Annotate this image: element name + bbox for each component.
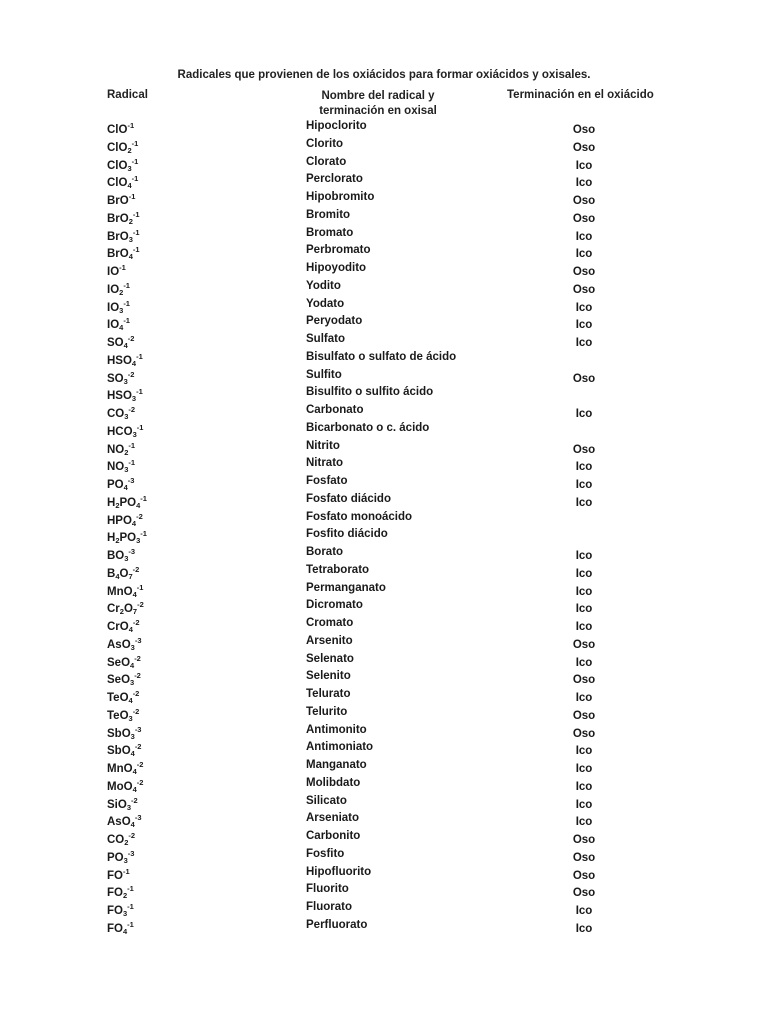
radical-formula: SbO$_4^{-2}$	[107, 742, 142, 759]
title-text: Radicales que provienen de los oxiácidos para formar oxiácidos y oxisales.	[177, 69, 591, 81]
oxyacid-termination: Oso	[572, 869, 596, 882]
radical-name: Peryodato	[306, 315, 363, 328]
radical-formula: $FO_3^{-1}$	[107, 902, 134, 918]
table-row	[0, 457, 768, 474]
radical-formula: BrO$^{-1}$	[107, 192, 136, 207]
oxyacid-termination: Ico	[575, 159, 593, 172]
radical-name: Borato	[306, 546, 344, 558]
radical-formula: MnO$_4^{-2}$	[107, 760, 144, 776]
radical-formula: $H_2PO_4^{-1}$	[107, 493, 147, 510]
radical-formula: $PO_3^{-3}$	[107, 848, 135, 865]
table-row	[0, 120, 768, 137]
radical-name: Clorato	[306, 155, 347, 168]
radical-formula: TeO$_3^{-2}$	[107, 706, 140, 723]
table-row	[0, 262, 768, 279]
radical-name: Tetraborato	[306, 563, 370, 576]
radical-formula: BrO$_4^{-1}$	[107, 245, 140, 262]
oxyacid-termination: Ico	[575, 319, 593, 332]
table-row	[0, 582, 768, 599]
table-row	[0, 599, 768, 616]
radical-name: Antimonito	[306, 723, 367, 736]
radical-name: Nitrato	[306, 457, 344, 470]
oxyacid-termination: Oso	[572, 674, 596, 687]
oxyacid-termination: Ico	[575, 816, 593, 829]
oxyacid-termination: Ico	[575, 585, 593, 598]
table-row	[0, 741, 768, 758]
table-row	[0, 493, 768, 510]
radical-formula: SeO$_3^{-2}$	[107, 671, 141, 688]
table-row	[0, 156, 768, 173]
oxyacid-termination: Ico	[575, 230, 593, 243]
radical-formula: $H_2PO_3^{-1}$	[107, 529, 147, 546]
radical-formula: AsO$_3^{-3}$	[107, 635, 142, 652]
radical-name: Yodato	[306, 297, 345, 310]
oxyacid-termination: Ico	[575, 656, 593, 669]
table-row	[0, 298, 768, 315]
oxyacid-termination: Ico	[575, 603, 593, 616]
table-row	[0, 191, 768, 208]
table-row	[0, 848, 768, 865]
table-row	[0, 244, 768, 261]
radical-name: Perfluorato	[306, 918, 368, 931]
oxyacid-termination: Oso	[572, 266, 596, 278]
radical-name: Fosfito diácido	[306, 528, 388, 541]
oxyacid-termination: Ico	[575, 496, 593, 509]
column-header-radical: Radical	[107, 89, 148, 101]
table-row	[0, 564, 768, 581]
table-row	[0, 777, 768, 794]
radical-formula: $HCO_3^{-1}$	[107, 422, 144, 439]
radical-formula: MoO$_4^{-2}$	[107, 777, 144, 794]
oxyacid-termination: Oso	[572, 141, 596, 154]
radical-formula: $CO_3^{-2}$	[107, 405, 136, 421]
table-row	[0, 440, 768, 457]
oxyacid-termination: Oso	[572, 443, 596, 456]
oxyacid-termination: Oso	[572, 887, 596, 900]
table-row	[0, 635, 768, 652]
table-row	[0, 724, 768, 741]
radical-name: Manganato	[306, 759, 367, 771]
radical-formula: $NO_2^{-1}$	[107, 440, 136, 457]
oxyacid-termination: Ico	[575, 798, 593, 811]
table-row	[0, 759, 768, 776]
table-row	[0, 546, 768, 563]
radical-name: Bisulfato o sulfato de ácido	[306, 350, 457, 363]
table-row	[0, 386, 768, 403]
radical-formula: ClO$^{-1}$	[107, 121, 135, 136]
radical-formula: $SO_4^{-2}$	[107, 334, 135, 350]
radical-formula: $B_4O_7^{-2}$	[107, 564, 140, 581]
radical-name: Bisulfito o sulfito ácido	[306, 386, 434, 399]
oxyacid-termination: Ico	[575, 905, 593, 917]
oxyacid-termination: Oso	[572, 851, 596, 864]
radical-formula: CrO$_4^{-2}$	[107, 618, 140, 634]
radical-name: Telurito	[306, 705, 348, 718]
oxyacid-termination: Oso	[572, 709, 596, 722]
radical-name: Fluorito	[306, 883, 349, 896]
radical-formula: $FO_2^{-1}$	[107, 884, 134, 901]
radical-formula: $PO_4^{-3}$	[107, 476, 135, 492]
radical-formula: AsO$_4^{-3}$	[107, 813, 142, 830]
radical-formula: $SO_3^{-2}$	[107, 369, 135, 386]
radical-formula: $IO^{-1}$	[107, 263, 126, 278]
oxyacid-termination: Ico	[575, 763, 593, 775]
radical-formula: $HPO_4^{-2}$	[107, 511, 143, 528]
table-row	[0, 173, 768, 190]
radical-formula: $Cr_2O_7^{-2}$	[107, 600, 144, 617]
radical-name: Hipoclorito	[306, 120, 367, 132]
radical-name: Carbonito	[306, 830, 361, 842]
radical-formula: $IO_3^{-1}$	[107, 298, 130, 315]
oxyacid-termination: Ico	[575, 337, 593, 349]
radical-name: Hipobromito	[306, 191, 375, 203]
radical-formula: $IO_4^{-1}$	[107, 316, 130, 333]
oxyacid-termination: Oso	[572, 124, 596, 136]
radical-name: Nitrito	[306, 439, 340, 452]
column-header-name	[296, 89, 460, 119]
radical-formula: $FO^{-1}$	[107, 866, 130, 882]
radical-name: Selenito	[306, 670, 351, 683]
table-row	[0, 227, 768, 244]
table-row	[0, 351, 768, 368]
radical-name: Arsenito	[306, 634, 353, 647]
table-row	[0, 422, 768, 439]
table-row	[0, 901, 768, 918]
table-row	[0, 706, 768, 723]
oxyacid-termination: Oso	[572, 212, 596, 225]
radical-name: Fosfito	[306, 847, 345, 860]
radical-name: Permanganato	[306, 581, 386, 594]
radical-name: Yodito	[306, 279, 341, 292]
oxyacid-termination: Ico	[575, 479, 593, 491]
radical-name: Arseniato	[306, 812, 360, 825]
radical-name: Bromito	[306, 208, 351, 221]
oxyacid-termination: Oso	[572, 638, 596, 651]
table-row	[0, 617, 768, 634]
oxyacid-termination: Ico	[575, 408, 593, 420]
table-row	[0, 688, 768, 705]
radical-formula: SiO$_3^{-2}$	[107, 795, 138, 812]
table-row	[0, 138, 768, 155]
radical-name: Molibdato	[306, 776, 361, 789]
oxyacid-termination: Ico	[575, 301, 593, 314]
oxyacid-termination: Oso	[572, 283, 596, 296]
table-row	[0, 528, 768, 545]
document-title	[0, 69, 768, 81]
radical-formula: SeO$_4^{-2}$	[107, 653, 141, 670]
radical-formula: MnO$_4^{-1}$	[107, 582, 144, 599]
radical-name: Bicarbonato o c. ácido	[306, 421, 430, 434]
oxyacid-termination: Ico	[575, 621, 593, 633]
table-row	[0, 475, 768, 492]
radical-name: Hipofluorito	[306, 865, 372, 878]
table-row	[0, 830, 768, 847]
table-row	[0, 404, 768, 421]
radical-formula: $HSO_3^{-1}$	[107, 387, 143, 404]
table-row	[0, 209, 768, 226]
radical-name: Sulfato	[306, 333, 345, 345]
table-row	[0, 919, 768, 936]
table-row	[0, 670, 768, 687]
table-row	[0, 369, 768, 386]
radical-name: Fosfato monoácido	[306, 510, 413, 523]
oxyacid-termination: Ico	[575, 780, 593, 793]
table-row	[0, 812, 768, 829]
radical-name: Bromato	[306, 226, 354, 239]
table-row	[0, 333, 768, 350]
oxyacid-termination: Ico	[575, 177, 593, 190]
radical-name: Dicromato	[306, 599, 363, 612]
oxyacid-termination: Oso	[572, 195, 596, 207]
oxyacid-termination: Oso	[572, 834, 596, 846]
radical-formula: $FO_4^{-1}$	[107, 919, 134, 936]
radical-name: Selenato	[306, 652, 354, 665]
table-row	[0, 511, 768, 528]
radical-name: Fosfato diácido	[306, 492, 391, 505]
table-row	[0, 883, 768, 900]
radical-formula: $BO_3^{-3}$	[107, 547, 136, 563]
radical-name: Carbonato	[306, 404, 364, 416]
radical-formula: $IO_2^{-1}$	[107, 280, 130, 297]
radical-formula: ClO$_4^{-1}$	[107, 174, 139, 191]
oxyacid-termination: Ico	[575, 567, 593, 580]
radical-formula: $NO_3^{-1}$	[107, 458, 136, 475]
oxyacid-termination: Ico	[575, 745, 593, 758]
radical-formula: SbO$_3^{-3}$	[107, 724, 142, 741]
radical-formula: $CO_2^{-2}$	[107, 831, 136, 847]
table-row	[0, 795, 768, 812]
radical-name: Telurato	[306, 688, 351, 700]
column-header-termination: Terminación en el oxiácido	[507, 89, 654, 101]
radical-name: Perclorato	[306, 173, 363, 186]
table-row	[0, 280, 768, 297]
radical-name: Perbromato	[306, 244, 371, 257]
column-header-name-line1: Nombre del radical y	[321, 90, 435, 102]
radical-name: Antimoniato	[306, 741, 374, 754]
radical-name: Fluorato	[306, 901, 352, 913]
oxyacid-termination: Ico	[575, 550, 593, 562]
table-row	[0, 866, 768, 883]
radical-formula: BrO$_3^{-1}$	[107, 227, 140, 244]
radical-formula: BrO$_2^{-1}$	[107, 209, 140, 226]
oxyacid-termination: Ico	[575, 692, 593, 704]
radical-formula: ClO$_2^{-1}$	[107, 138, 139, 155]
radical-formula: $HSO_4^{-1}$	[107, 351, 143, 368]
oxyacid-termination: Oso	[572, 727, 596, 740]
oxyacid-termination: Ico	[575, 461, 593, 474]
radical-name: Cromato	[306, 617, 354, 629]
oxyacid-termination: Oso	[572, 372, 596, 385]
radical-name: Silicato	[306, 794, 347, 807]
radical-name: Sulfito	[306, 368, 342, 381]
table-row	[0, 315, 768, 332]
radical-name: Clorito	[306, 137, 344, 150]
radical-formula: ClO$_3^{-1}$	[107, 156, 139, 173]
radical-name: Fosfato	[306, 475, 348, 487]
oxyacid-termination: Ico	[575, 922, 593, 935]
radical-name: Hipoyodito	[306, 262, 367, 274]
table-row	[0, 653, 768, 670]
column-header-name-line2: terminación en oxisal	[319, 105, 437, 117]
oxyacid-termination: Ico	[575, 248, 593, 261]
radical-formula: TeO$_4^{-2}$	[107, 689, 140, 705]
